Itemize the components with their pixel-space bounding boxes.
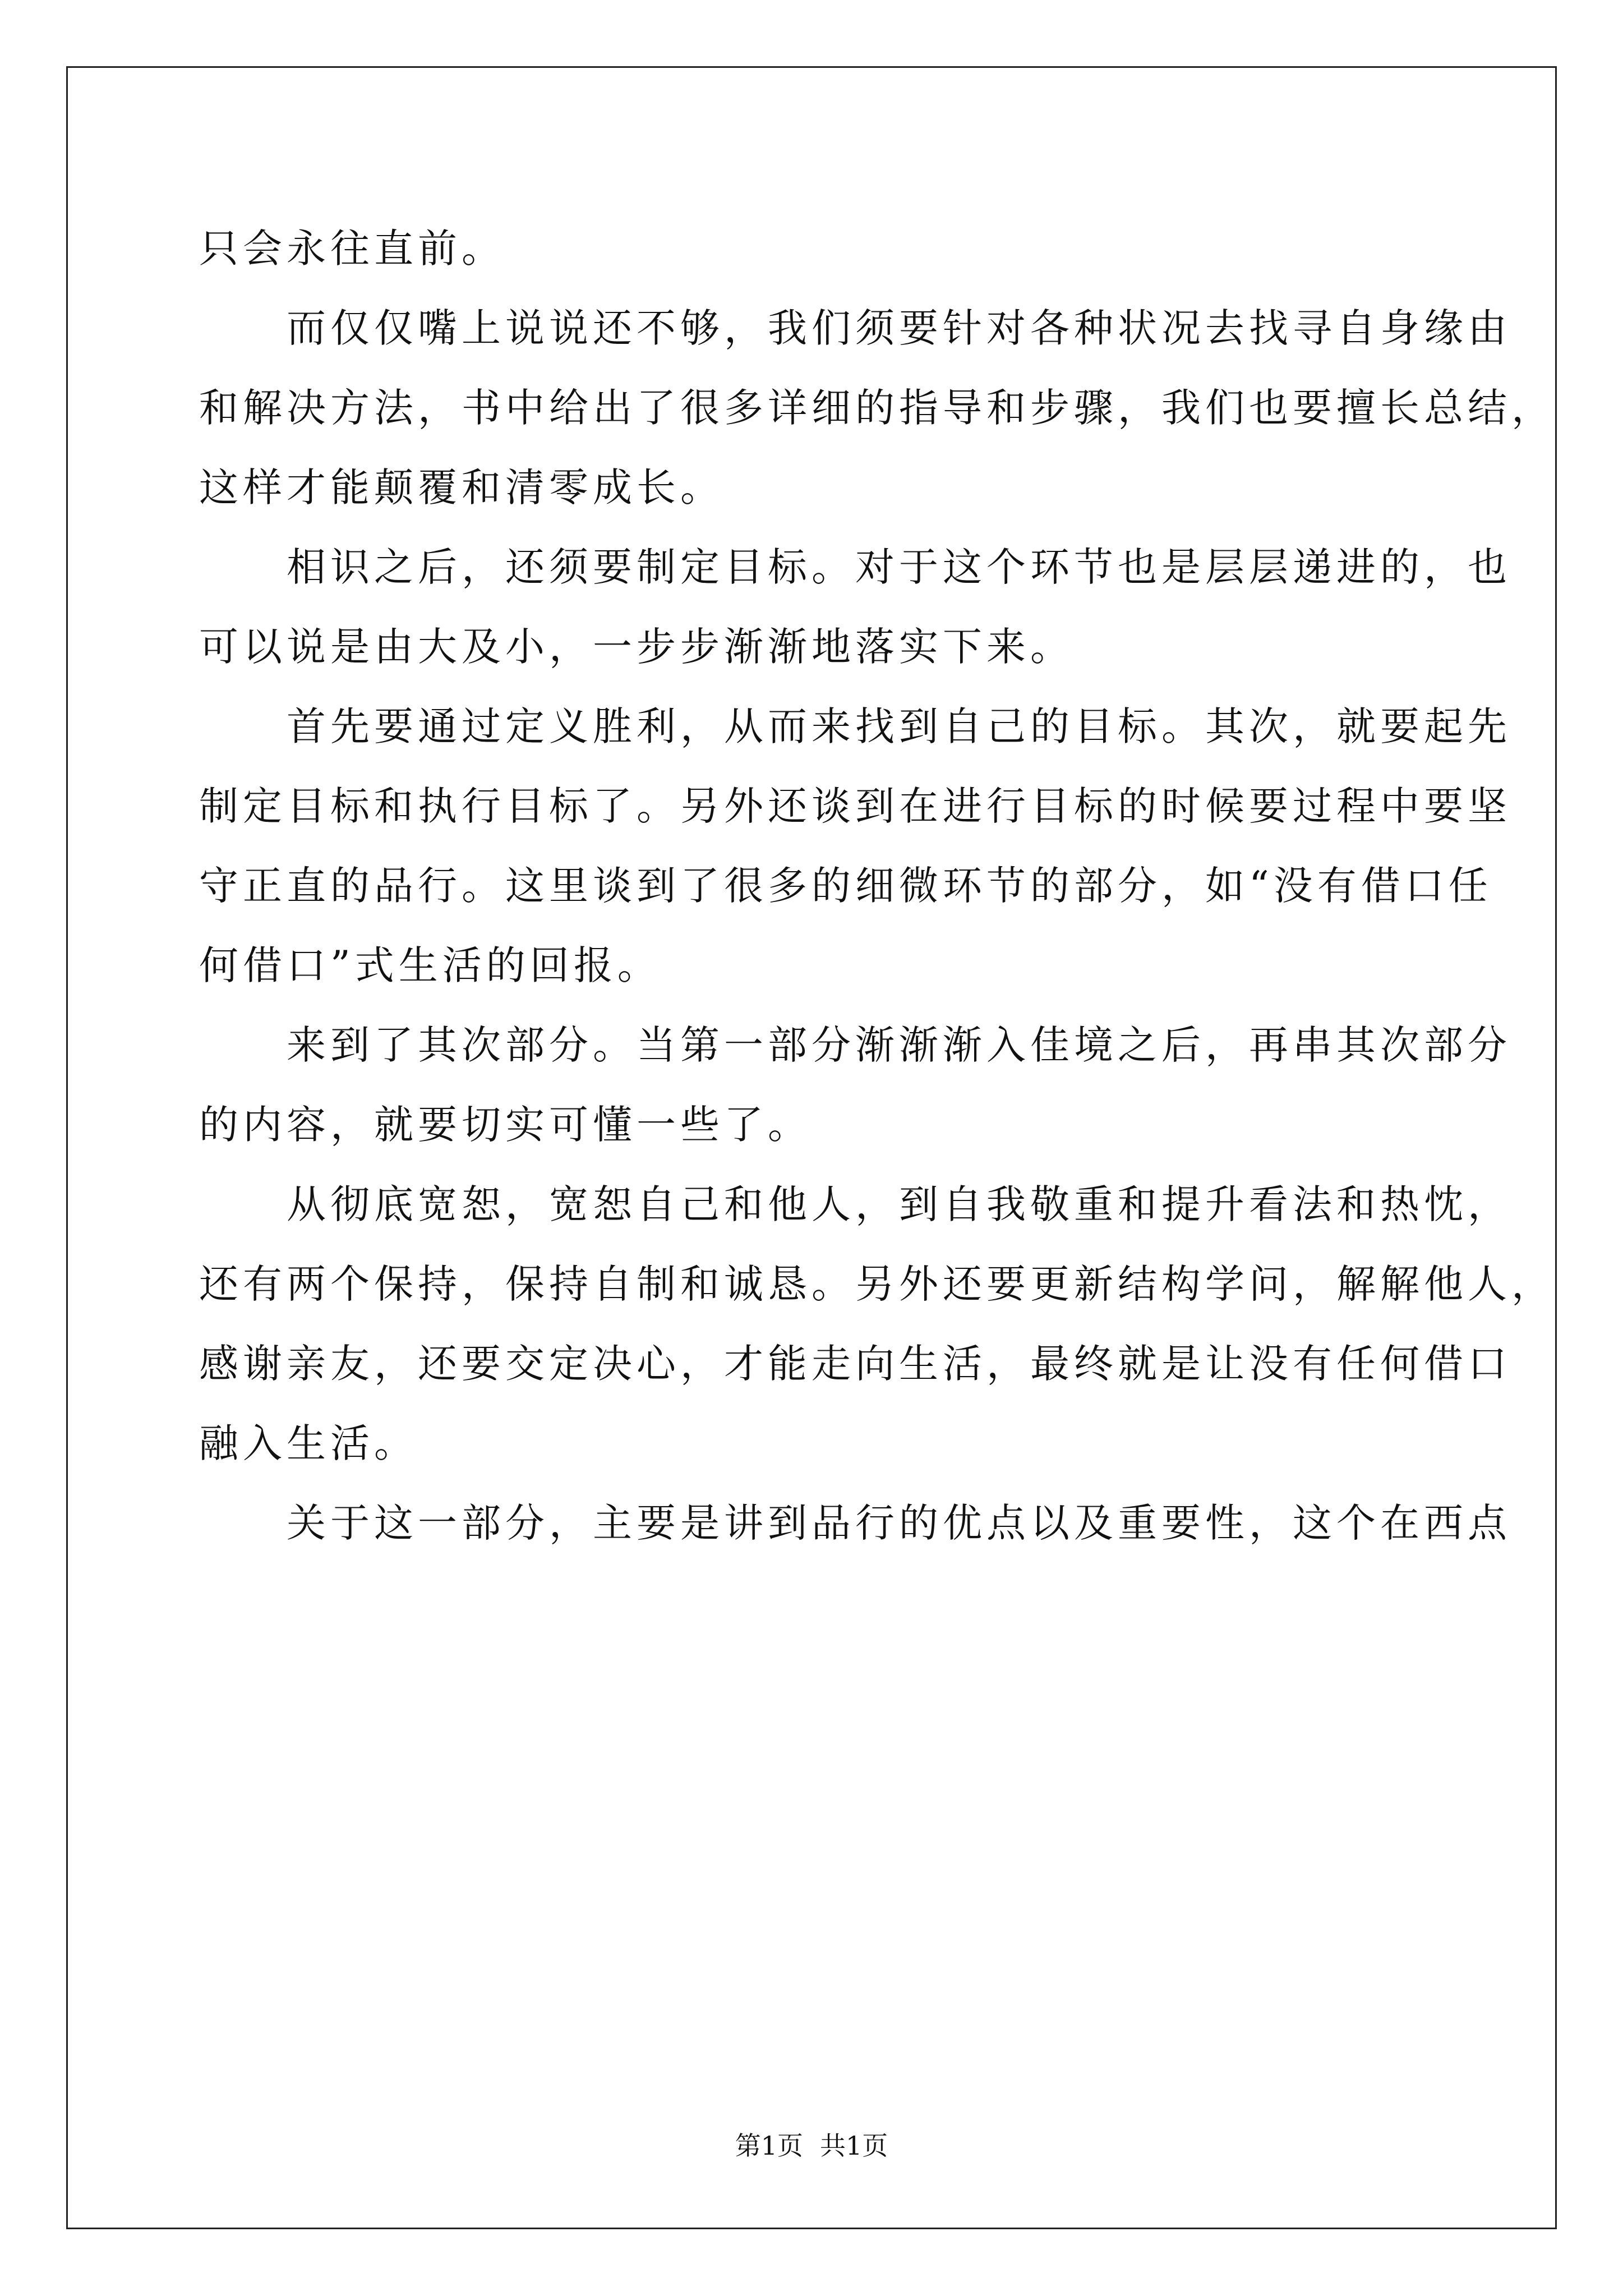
text-line: 关于这一部分，主要是讲到品行的优点以及重要性，这个在西点 [199,1500,1511,1546]
text-line: 感谢亲友，还要交定决心，才能走向生活，最终就是让没有任何借口 [199,1341,1511,1387]
text-line: 和解决方法，书中给出了很多详细的指导和步骤，我们也要擅长总结， [199,385,1555,431]
text-line: 只会永往直前。 [199,226,505,272]
text-line: 守正直的品行。这里谈到了很多的细微环节的部分，如“没有借口任 [199,863,1492,909]
text-line: 首先要通过定义胜利，从而来找到自己的目标。其次，就要起先 [199,703,1511,749]
text-line: 的内容，就要切实可懂一些了。 [199,1102,811,1148]
page-number: 第1页 [735,2131,803,2161]
document-body [199,209,1555,1970]
text-line: 而仅仅嘴上说说还不够，我们须要针对各种状况去找寻自身缘由 [199,305,1511,351]
text-line: 相识之后，还须要制定目标。对于这个环节也是层层递进的，也 [199,544,1511,590]
text-line: 还有两个保持，保持自制和诚恳。另外还要更新结构学问，解解他人， [199,1261,1555,1307]
text-line: 融入生活。 [199,1420,418,1466]
text-line: 制定目标和执行目标了。另外还谈到在进行目标的时候要过程中要坚 [199,783,1511,829]
text-line: 何借口”式生活的回报。 [199,942,661,988]
text-line: 可以说是由大及小，一步步渐渐地落实下来。 [199,624,1074,670]
text-line: 从彻底宽恕，宽恕自己和他人，到自我敬重和提升看法和热忱， [199,1181,1511,1227]
page-total: 共1页 [820,2131,888,2161]
text-line: 来到了其次部分。当第一部分渐渐渐入佳境之后，再串其次部分 [199,1022,1511,1068]
text-line: 这样才能颠覆和清零成长。 [199,464,724,510]
page-footer [0,2129,1623,2162]
